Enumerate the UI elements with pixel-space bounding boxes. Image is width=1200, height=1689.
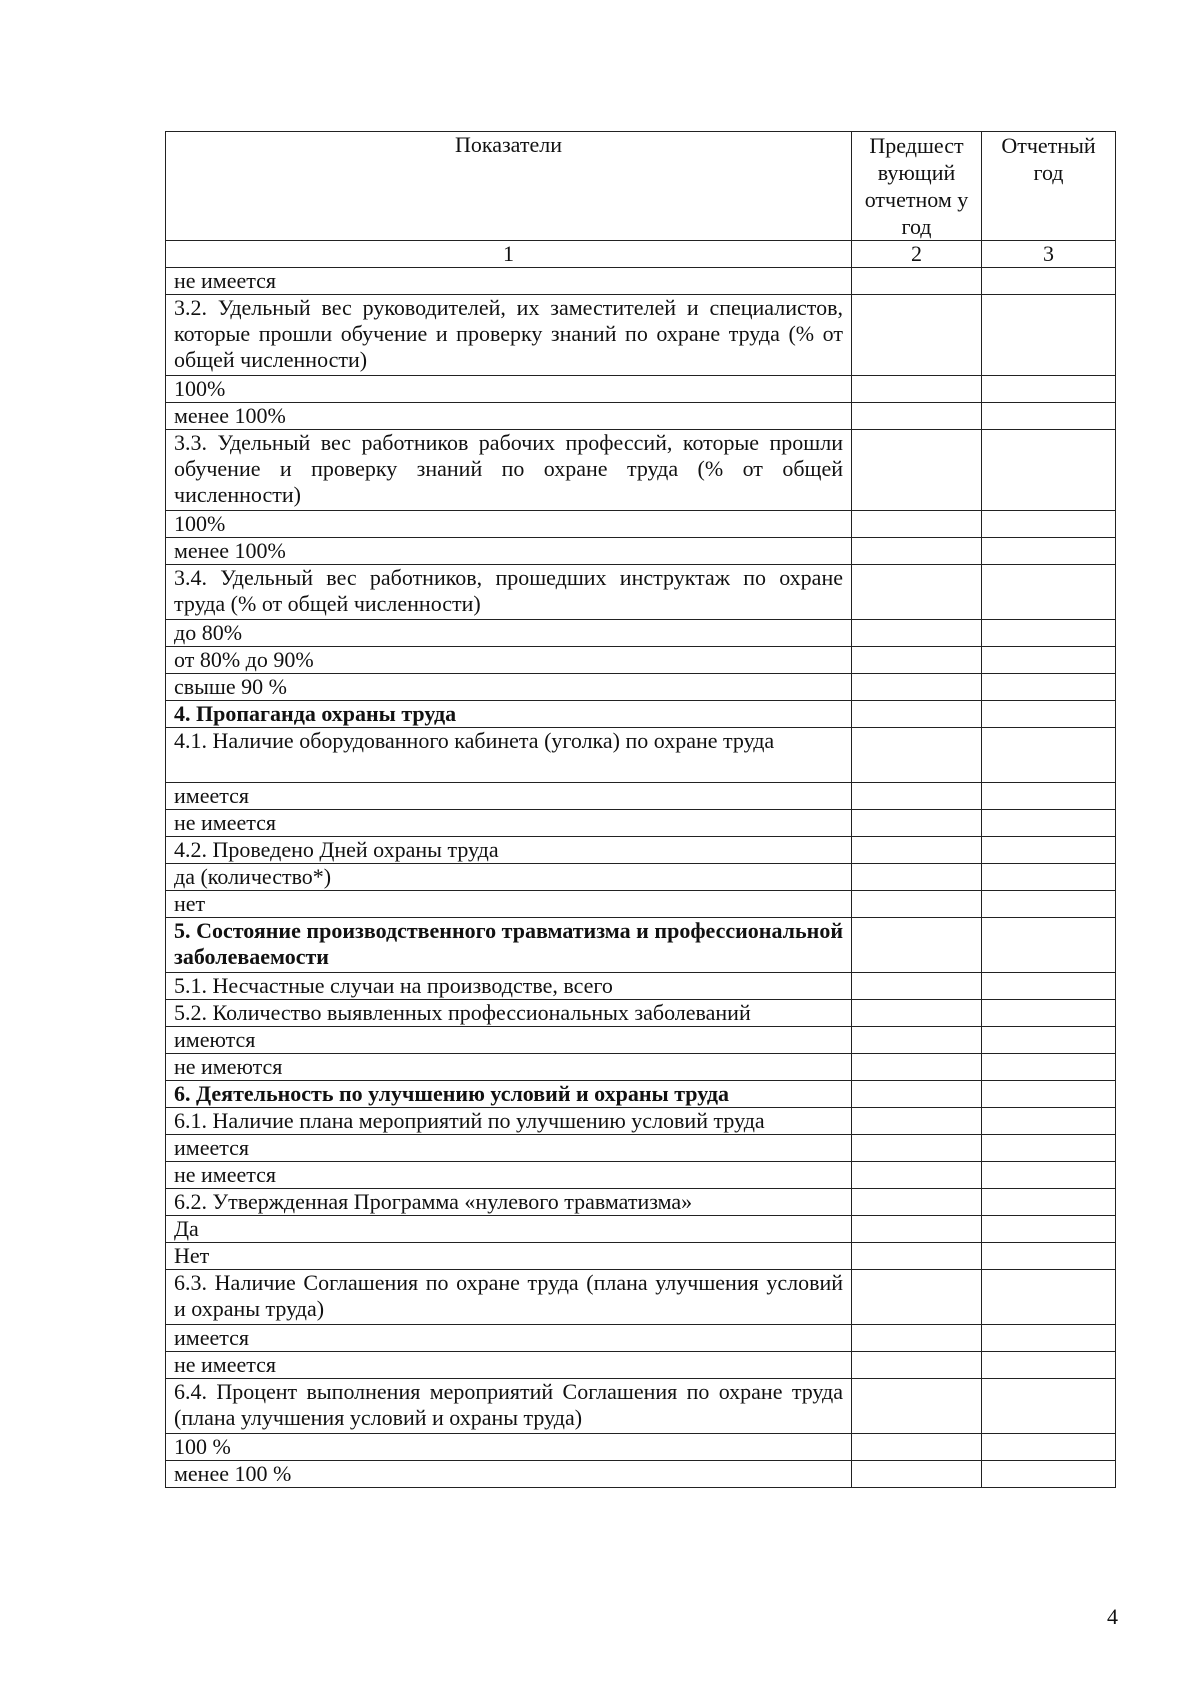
reporting-year-cell: [982, 918, 1116, 973]
indicator-label: 6.3. Наличие Соглашения по охране труда (плана улучшения условий и охраны труда): [166, 1270, 852, 1325]
table-row: [166, 1325, 1116, 1352]
previous-year-cell: [852, 674, 982, 701]
column-number-3: 3: [982, 241, 1116, 268]
previous-year-cell: [852, 620, 982, 647]
reporting-year-cell: [982, 1461, 1116, 1488]
reporting-year-cell: [982, 1027, 1116, 1054]
indicator-label: 6.1. Наличие плана мероприятий по улучшению условий труда: [166, 1108, 852, 1135]
reporting-year-cell: [982, 1352, 1116, 1379]
indicator-label: 5.2. Количество выявленных профессиональных заболеваний: [166, 1000, 852, 1027]
table-row: [166, 1135, 1116, 1162]
previous-year-cell: [852, 783, 982, 810]
table-row: [166, 728, 1116, 783]
reporting-year-cell: [982, 565, 1116, 620]
indicator-label: 6.2. Утвержденная Программа «нулевого травматизма»: [166, 1189, 852, 1216]
table-row: [166, 1352, 1116, 1379]
table-row: [166, 810, 1116, 837]
table-row: [166, 538, 1116, 565]
reporting-year-cell: [982, 538, 1116, 565]
reporting-year-cell: [982, 511, 1116, 538]
section-heading: 5. Состояние производственного травматизма и профессиональной заболеваемости: [166, 918, 852, 973]
reporting-year-cell: [982, 1054, 1116, 1081]
reporting-year-cell: [982, 674, 1116, 701]
table-row: [166, 1243, 1116, 1270]
previous-year-cell: [852, 1081, 982, 1108]
table-row: [166, 511, 1116, 538]
previous-year-cell: [852, 1189, 982, 1216]
previous-year-cell: [852, 403, 982, 430]
reporting-year-cell: [982, 1216, 1116, 1243]
previous-year-cell: [852, 1461, 982, 1488]
table-row: [166, 1162, 1116, 1189]
previous-year-cell: [852, 538, 982, 565]
reporting-year-cell: [982, 1243, 1116, 1270]
previous-year-cell: [852, 918, 982, 973]
reporting-year-cell: [982, 1325, 1116, 1352]
previous-year-cell: [852, 1000, 982, 1027]
reporting-year-cell: [982, 1189, 1116, 1216]
table-row: [166, 1216, 1116, 1243]
indicator-label: Да: [166, 1216, 852, 1243]
header-reporting-year: Отчетный год: [982, 132, 1116, 241]
section-heading: 6. Деятельность по улучшению условий и охраны труда: [166, 1081, 852, 1108]
previous-year-cell: [852, 565, 982, 620]
indicator-label: менее 100%: [166, 403, 852, 430]
indicator-label: от 80% до 90%: [166, 647, 852, 674]
section-heading: 4. Пропаганда охраны труда: [166, 701, 852, 728]
previous-year-cell: [852, 701, 982, 728]
previous-year-cell: [852, 1216, 982, 1243]
reporting-year-cell: [982, 1162, 1116, 1189]
table-row: [166, 674, 1116, 701]
table-column-numbers-row: [166, 241, 1116, 268]
section-heading-row: [166, 1081, 1116, 1108]
reporting-year-cell: [982, 403, 1116, 430]
table-body: [166, 268, 1116, 1488]
table-row: [166, 891, 1116, 918]
reporting-year-cell: [982, 1000, 1116, 1027]
previous-year-cell: [852, 1108, 982, 1135]
reporting-year-cell: [982, 1081, 1116, 1108]
page-number: 4: [1107, 1604, 1118, 1629]
table-row: [166, 1027, 1116, 1054]
reporting-year-cell: [982, 647, 1116, 674]
table-row: [166, 1270, 1116, 1325]
section-heading-row: [166, 918, 1116, 973]
indicator-label: 3.3. Удельный вес работников рабочих профессий, которые прошли обучение и проверку знаний по охране труда (% от общей численности): [166, 430, 852, 511]
previous-year-cell: [852, 810, 982, 837]
previous-year-cell: [852, 376, 982, 403]
previous-year-cell: [852, 1379, 982, 1434]
previous-year-cell: [852, 1352, 982, 1379]
header-indicators: Показатели: [166, 132, 852, 241]
previous-year-cell: [852, 1027, 982, 1054]
reporting-year-cell: [982, 837, 1116, 864]
indicator-label: Нет: [166, 1243, 852, 1270]
table-row: [166, 1461, 1116, 1488]
indicator-label: менее 100%: [166, 538, 852, 565]
table-row: [166, 565, 1116, 620]
previous-year-cell: [852, 1270, 982, 1325]
indicator-label: 100%: [166, 376, 852, 403]
header-previous-year: Предшест вующий отчетном у год: [852, 132, 982, 241]
previous-year-cell: [852, 864, 982, 891]
table-row: [166, 973, 1116, 1000]
indicator-label: 100 %: [166, 1434, 852, 1461]
reporting-year-cell: [982, 810, 1116, 837]
table-row: [166, 376, 1116, 403]
previous-year-cell: [852, 1054, 982, 1081]
indicator-label: свыше 90 %: [166, 674, 852, 701]
table-row: [166, 783, 1116, 810]
column-number-2: 2: [852, 241, 982, 268]
table-row: [166, 1054, 1116, 1081]
indicator-label: 5.1. Несчастные случаи на производстве, всего: [166, 973, 852, 1000]
previous-year-cell: [852, 268, 982, 295]
reporting-year-cell: [982, 620, 1116, 647]
indicator-label: 4.2. Проведено Дней охраны труда: [166, 837, 852, 864]
reporting-year-cell: [982, 891, 1116, 918]
table-row: [166, 295, 1116, 376]
indicators-table: [165, 131, 1116, 1488]
indicator-label: не имеются: [166, 1054, 852, 1081]
indicator-label: 4.1. Наличие оборудованного кабинета (уголка) по охране труда: [166, 728, 852, 783]
previous-year-cell: [852, 973, 982, 1000]
indicator-label: не имеется: [166, 1352, 852, 1379]
previous-year-cell: [852, 728, 982, 783]
indicator-label: не имеется: [166, 268, 852, 295]
indicator-label: нет: [166, 891, 852, 918]
table-row: [166, 1189, 1116, 1216]
previous-year-cell: [852, 837, 982, 864]
reporting-year-cell: [982, 973, 1116, 1000]
indicator-label: не имеется: [166, 1162, 852, 1189]
indicator-label: до 80%: [166, 620, 852, 647]
indicator-label: 3.2. Удельный вес руководителей, их заместителей и специалистов, которые прошли обучение и проверку знаний по охране труда (% от общей численности): [166, 295, 852, 376]
previous-year-cell: [852, 1162, 982, 1189]
reporting-year-cell: [982, 1379, 1116, 1434]
table-header-row: [166, 132, 1116, 241]
table-row: [166, 1379, 1116, 1434]
table-row: [166, 647, 1116, 674]
reporting-year-cell: [982, 295, 1116, 376]
reporting-year-cell: [982, 864, 1116, 891]
table-row: [166, 1000, 1116, 1027]
reporting-year-cell: [982, 1434, 1116, 1461]
indicator-label: 100%: [166, 511, 852, 538]
table-row: [166, 864, 1116, 891]
indicator-label: имеется: [166, 783, 852, 810]
previous-year-cell: [852, 430, 982, 511]
table-row: [166, 620, 1116, 647]
indicator-label: да (количество*): [166, 864, 852, 891]
indicator-label: менее 100 %: [166, 1461, 852, 1488]
reporting-year-cell: [982, 783, 1116, 810]
table-row: [166, 1108, 1116, 1135]
reporting-year-cell: [982, 376, 1116, 403]
indicator-label: не имеется: [166, 810, 852, 837]
previous-year-cell: [852, 511, 982, 538]
previous-year-cell: [852, 1243, 982, 1270]
reporting-year-cell: [982, 430, 1116, 511]
reporting-year-cell: [982, 268, 1116, 295]
previous-year-cell: [852, 647, 982, 674]
reporting-year-cell: [982, 1270, 1116, 1325]
previous-year-cell: [852, 1325, 982, 1352]
reporting-year-cell: [982, 1135, 1116, 1162]
table-row: [166, 430, 1116, 511]
section-heading-row: [166, 701, 1116, 728]
previous-year-cell: [852, 1434, 982, 1461]
reporting-year-cell: [982, 728, 1116, 783]
previous-year-cell: [852, 891, 982, 918]
indicator-label: имеется: [166, 1135, 852, 1162]
indicator-label: имеется: [166, 1325, 852, 1352]
indicator-label: 6.4. Процент выполнения мероприятий Соглашения по охране труда (плана улучшения условий и охраны труда): [166, 1379, 852, 1434]
table-row: [166, 1434, 1116, 1461]
table-row: [166, 837, 1116, 864]
reporting-year-cell: [982, 701, 1116, 728]
table-row: [166, 268, 1116, 295]
column-number-1: 1: [166, 241, 852, 268]
table-row: [166, 403, 1116, 430]
reporting-year-cell: [982, 1108, 1116, 1135]
indicator-label: 3.4. Удельный вес работников, прошедших инструктаж по охране труда (% от общей численности): [166, 565, 852, 620]
previous-year-cell: [852, 1135, 982, 1162]
indicator-label: имеются: [166, 1027, 852, 1054]
previous-year-cell: [852, 295, 982, 376]
